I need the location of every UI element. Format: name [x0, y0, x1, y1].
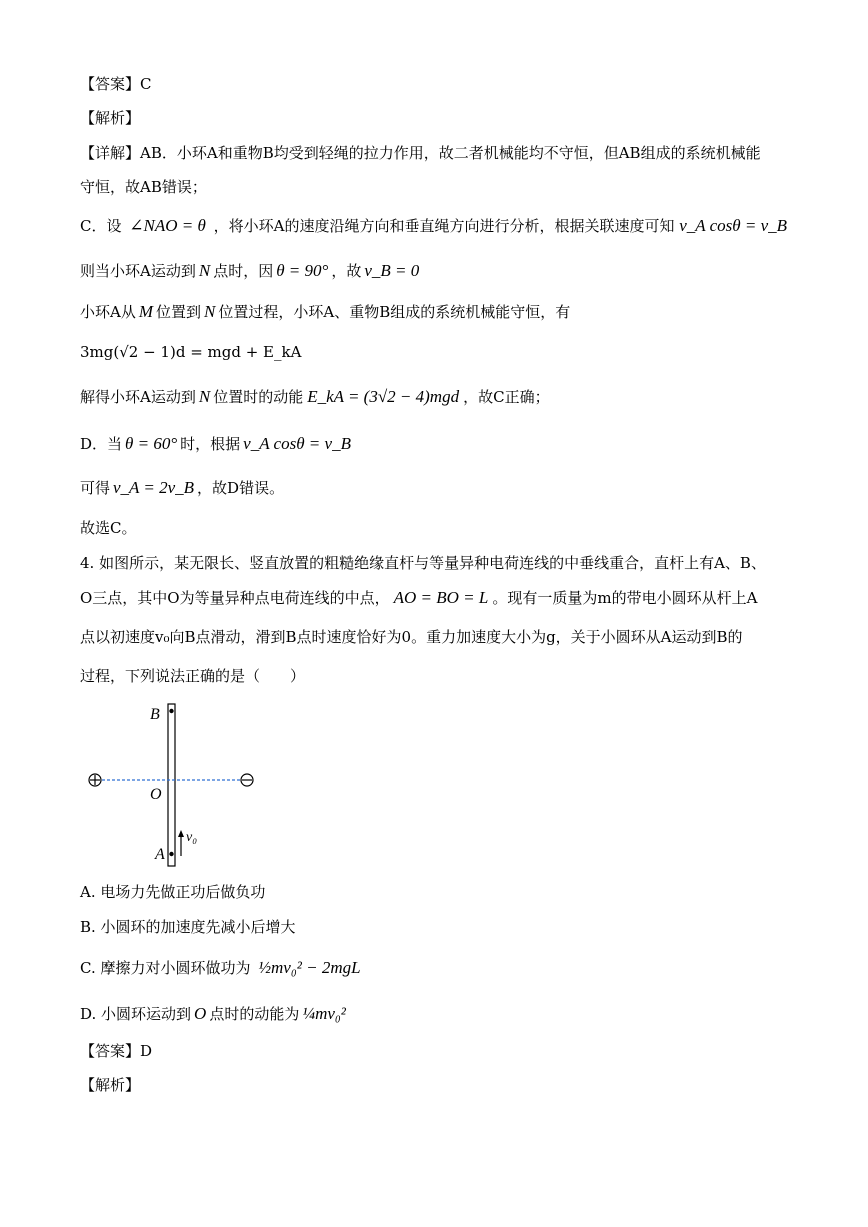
- kinetic-energy-formula: ¼mv₀²: [302, 1004, 346, 1023]
- physics-figure: [80, 700, 280, 879]
- option-b: B. 小圆环的加速度先减小后增大: [80, 918, 296, 936]
- detail-label: 【详解】: [80, 144, 141, 162]
- q3-analysis-label: 【解析】: [80, 109, 141, 127]
- answer-label: 【答案】: [80, 75, 141, 93]
- q4-stem-line-1: [80, 553, 766, 573]
- option-c: [80, 958, 361, 978]
- answer-value: C: [140, 75, 152, 93]
- point-n: N: [198, 387, 211, 406]
- distance-formula: AO = BO = L: [393, 588, 489, 607]
- q3-c-line-1: [80, 216, 787, 236]
- theta-formula: θ = 90°: [276, 261, 329, 280]
- point-n: N: [204, 302, 216, 321]
- q3-c-line-5: [80, 387, 550, 407]
- text: 点时，因: [213, 262, 274, 280]
- q3-answer-line: [80, 74, 152, 94]
- detail-text: AB．小环A和重物B均受到轻绳的拉力作用，故二者机械能均不守恒，但AB组成的系统机械能: [140, 144, 761, 162]
- q3-detail-line-1: [80, 143, 761, 163]
- velocity-relation-formula: v_A cosθ = v_B: [679, 216, 788, 235]
- text: ，将小环A的速度沿绳方向和垂直绳方向进行分析，根据关联速度可知: [213, 217, 675, 235]
- text: 可得: [80, 479, 111, 497]
- q3-choose: 故选C。: [80, 519, 137, 537]
- stem-text: 。现有一质量为m的带电小圆环从杆上A: [492, 589, 758, 607]
- velocity-formula: v_A = 2v_B: [113, 478, 195, 497]
- point-n: N: [198, 261, 211, 280]
- rod: [168, 704, 175, 866]
- point-o: O: [194, 1004, 207, 1023]
- label-a: A: [155, 846, 165, 863]
- option-text: D. 小圆环运动到: [80, 1005, 192, 1023]
- velocity-arrow-icon: [178, 830, 184, 856]
- text: 解得小环A运动到: [80, 388, 196, 406]
- option-text: C. 摩擦力对小圆环做功为: [80, 959, 251, 977]
- text: 小环A从: [80, 303, 136, 321]
- text: D．当: [80, 435, 123, 453]
- velocity-relation-formula: v_A cosθ = v_B: [243, 434, 351, 453]
- q4-analysis-label: 【解析】: [80, 1076, 141, 1094]
- stem-text: O三点，其中O为等量异种点电荷连线的中点，: [80, 589, 390, 607]
- negative-charge-icon: [241, 774, 253, 786]
- friction-work-formula: ½mv₀² − 2mgL: [258, 958, 361, 977]
- text: 时，根据: [180, 435, 241, 453]
- text: C．设: [80, 217, 122, 235]
- label-b: B: [150, 706, 160, 723]
- option-a: A. 电场力先做正功后做负功: [80, 883, 266, 901]
- text: ，故: [331, 262, 362, 280]
- text: 位置时的动能: [213, 388, 304, 406]
- rod-and-charges-diagram: [80, 700, 280, 875]
- text: ，故D错误。: [197, 479, 285, 497]
- answer-label: 【答案】: [80, 1042, 141, 1060]
- q4-answer-line: [80, 1041, 152, 1061]
- q4-stem-line-4: 过程，下列说法正确的是（ ）: [80, 667, 306, 685]
- q4-stem-line-3: 点以初速度v₀向B点滑动，滑到B点时速度恰好为0。重力加速度大小为g，关于小圆环从A运动到B的: [80, 628, 743, 646]
- q3-energy-equation: 3mg(√2 − 1)d = mgd + E_kA: [80, 343, 302, 361]
- positive-charge-icon: [89, 774, 101, 786]
- text: 位置过程，小环A、重物B组成的系统机械能守恒，有: [218, 303, 571, 321]
- q4-stem-line-2: [80, 588, 757, 608]
- point-a-dot: [169, 852, 173, 856]
- question-number: 4.: [80, 554, 95, 572]
- q3-detail-line-2: 守恒，故AB错误；: [80, 178, 207, 196]
- vb-formula: v_B = 0: [364, 261, 420, 280]
- answer-value: D: [140, 1042, 153, 1060]
- label-v0: v₀: [186, 830, 198, 845]
- q3-c-line-3: [80, 302, 570, 322]
- kinetic-energy-formula: E_kA = (3√2 − 4)mgd: [307, 387, 460, 406]
- option-text: 点时的动能为: [209, 1005, 300, 1023]
- angle-formula: ∠NAO = θ: [129, 216, 206, 235]
- q3-c-line-2: [80, 261, 419, 281]
- theta-formula: θ = 60°: [125, 434, 178, 453]
- q3-d-line-2: [80, 478, 284, 498]
- label-o: O: [150, 786, 162, 803]
- point-b-dot: [169, 709, 173, 713]
- text: 则当小环A运动到: [80, 262, 196, 280]
- point-m: M: [138, 302, 154, 321]
- text: ，故C正确；: [463, 388, 550, 406]
- q3-d-line-1: [80, 434, 351, 454]
- stem-text: 如图所示，某无限长、竖直放置的粗糙绝缘直杆与等量异种电荷连线的中垂线重合，直杆上有A、B、: [99, 554, 766, 572]
- text: 位置到: [156, 303, 202, 321]
- option-d: [80, 1004, 346, 1024]
